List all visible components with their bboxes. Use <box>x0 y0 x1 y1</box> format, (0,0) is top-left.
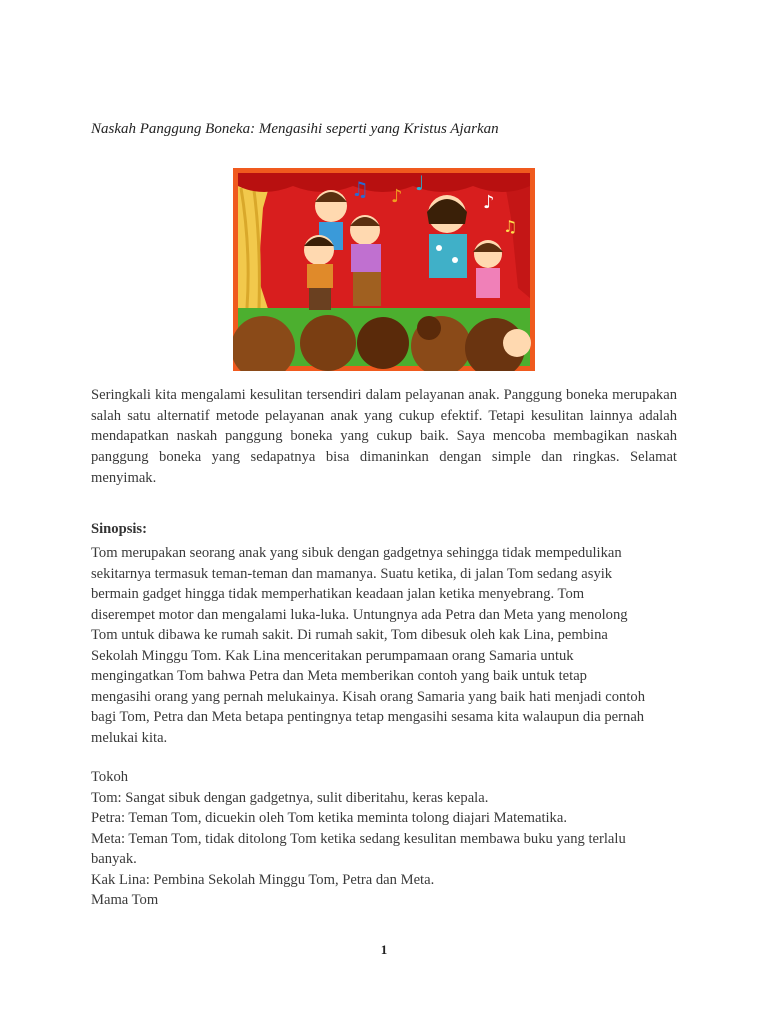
synopsis-line: mengasihi orang yang pernah melukainya. Kisah orang Samaria yang baik hati menjadi contoh <box>91 688 645 705</box>
svg-text:♫: ♫ <box>351 177 369 201</box>
puppet-stage-illustration-icon <box>233 168 535 371</box>
character-entry: banyak. <box>91 851 137 867</box>
document-title: Naskah Panggung Boneka: Mengasihi seperti yang Kristus Ajarkan <box>91 121 499 137</box>
synopsis-line: diserempet motor dan mengalami luka-luka. Untungnya ada Petra dan Meta yang menolong <box>91 606 628 623</box>
character-entry: Meta: Teman Tom, tidak ditolong Tom ketika sedang kesulitan membawa buku yang terlalu <box>91 830 626 847</box>
character-entry: Kak Lina: Pembina Sekolah Minggu Tom, Petra dan Meta. <box>91 871 435 888</box>
synopsis-paragraph <box>91 543 677 748</box>
character-entry: Petra: Teman Tom, dicuekin oleh Tom ketika meminta tolong diajari Matematika. <box>91 810 567 826</box>
svg-text:♫: ♫ <box>503 217 518 236</box>
synopsis-line: bagi Tom, Petra dan Meta betapa pentingnya tetap mengasihi sesama kita walaupun dia pernah <box>91 709 645 725</box>
svg-text:♩: ♩ <box>415 171 425 195</box>
characters-section <box>91 767 677 911</box>
intro-paragraph: Seringkali kita mengalami kesulitan tersendiri dalam pelayanan anak. Panggung boneka merupakan salah satu alternatif metode pelayanan anak yang cukup efektif. Tetapi kesulitan lainnya adalah mendapatkan naskah panggung boneka yang cukup baik. Saya mencoba membagikan naskah panggung boneka yang sedapatnya bisa dimaninkan dengan simple dan ringkas. Selamat menyimak. <box>91 387 677 486</box>
synopsis-line: Tom untuk dibawa ke rumah sakit. Di rumah sakit, Tom dibesuk oleh kak Lina, pembina <box>91 627 608 643</box>
character-entry: Tom: Sangat sibuk dengan gadgetnya, sulit diberitahu, keras kepala. <box>91 789 489 806</box>
synopsis-line: melukai kita. <box>91 729 168 746</box>
synopsis-line: mengingatkan Tom bahwa Petra dan Meta memberikan contoh yang baik untuk tetap <box>91 668 587 684</box>
synopsis-line: bermain gadget hingga tidak memperhatikan keadaan jalan ketika menyebrang. Tom <box>91 586 585 602</box>
svg-text:♪: ♪ <box>483 192 495 213</box>
character-entry: Mama Tom <box>91 892 159 908</box>
page-number: 1 <box>380 942 388 957</box>
characters-heading: Tokoh <box>91 769 129 785</box>
svg-text:♪: ♪ <box>391 186 403 207</box>
synopsis-line: Tom merupakan seorang anak yang sibuk dengan gadgetnya sehingga tidak mempedulikan <box>91 545 622 561</box>
synopsis-line: Sekolah Minggu Tom. Kak Lina menceritakan perumpamaan orang Samaria untuk <box>91 647 574 664</box>
synopsis-heading: Sinopsis: <box>91 521 147 537</box>
synopsis-line: sekitarnya termasuk teman-teman dan mamanya. Suatu ketika, di jalan Tom sedang asyik <box>91 565 613 582</box>
